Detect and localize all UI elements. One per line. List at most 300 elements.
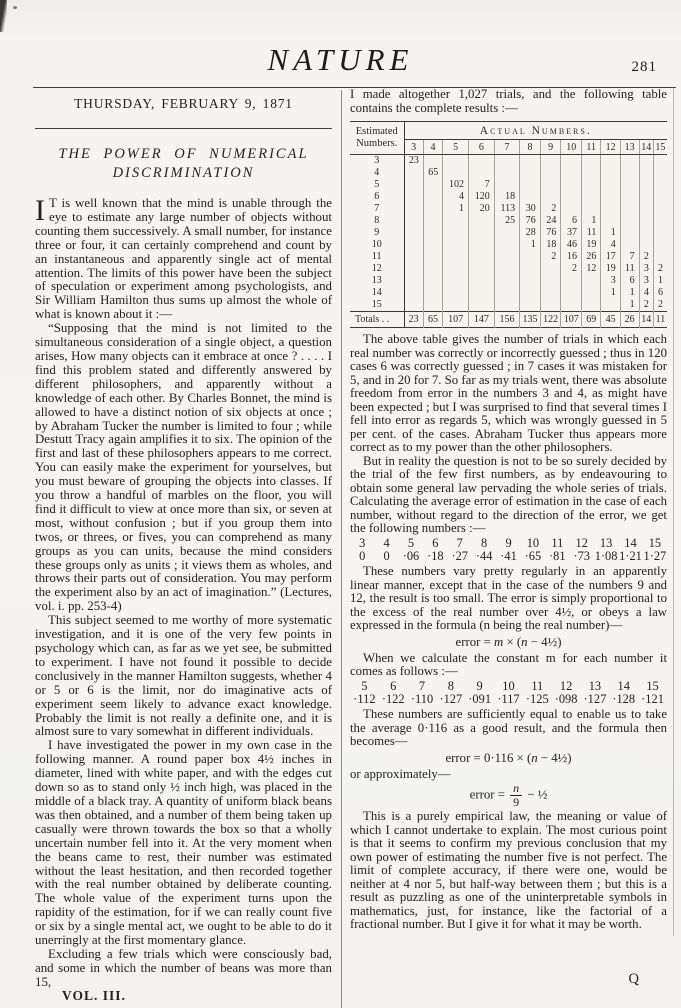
table-cell [404, 299, 423, 312]
strip-value: ·128 [612, 692, 636, 707]
strip-value: ·112 [353, 692, 376, 707]
paragraph: When we calculate the constant m for each number it comes as follows :— [350, 650, 667, 679]
table-cell [561, 167, 582, 179]
table-row [350, 203, 667, 215]
row-label: 8 [350, 215, 404, 227]
strip-header: 12 [559, 678, 573, 693]
table-cell [443, 239, 469, 251]
strip-header: 15 [648, 535, 662, 550]
value-column [638, 680, 667, 708]
table-cell [520, 191, 541, 203]
table-cell [639, 179, 653, 191]
table-cell: 2 [639, 251, 653, 263]
page-edge-line [673, 88, 674, 936]
table-cell: 1 [620, 299, 639, 312]
table-cell [653, 155, 667, 168]
table-cell [639, 155, 653, 168]
table-cell [639, 227, 653, 239]
actual-numbers-header: Actual Numbers. [404, 122, 667, 140]
column-header: 7 [494, 140, 519, 155]
table-cell [404, 263, 423, 275]
table-cell [494, 167, 519, 179]
strip-value: 1·08 [594, 549, 618, 564]
strip-header: 10 [502, 678, 515, 693]
paragraph-text: T is well known that the mind is unable through the eye to estimate any large number of objects without counting them successively. A small number, for instance three or four, it can certainly comprehend and count by an instantaneous and apparently single act of mental attention. The limits of this power have been the subject of speculation or experiment among psychologists, and Sir William Hamilton thus sums up almost the whole of what is known about it :— [35, 196, 332, 322]
value-column [581, 680, 610, 708]
table-cell [423, 203, 442, 215]
table-cell: 4 [639, 287, 653, 299]
table-cell [540, 191, 561, 203]
column-header: 11 [582, 140, 601, 155]
strip-value: ·091 [468, 692, 492, 707]
paragraph: I made altogether 1,027 trials, and the following table contains the complete results :— [350, 87, 667, 115]
table-cell: 2 [540, 203, 561, 215]
strip-header: 12 [575, 535, 588, 550]
table-cell [494, 299, 519, 312]
strip-header: 9 [505, 535, 512, 550]
strip-value: 1·21 [619, 549, 642, 564]
table-cell [494, 275, 519, 287]
scan-artifact [0, 0, 7, 32]
table-cell: 1 [443, 203, 469, 215]
table-cell: 3 [601, 275, 620, 287]
table-cell [561, 179, 582, 191]
column-header: 5 [443, 140, 469, 155]
total-cell: 11 [655, 314, 666, 325]
table-cell: 20 [468, 203, 494, 215]
strip-header: 6 [390, 678, 397, 693]
column-header: 15 [653, 140, 667, 155]
table-cell [653, 191, 667, 203]
table-cell: 30 [520, 203, 541, 215]
table-cell: 11 [582, 227, 601, 239]
table-cell [494, 251, 519, 263]
table-cell [620, 227, 639, 239]
strip-value: ·44 [475, 549, 493, 564]
table-header-row [350, 122, 667, 140]
total-cell: 122 [540, 312, 561, 328]
table-cell [561, 275, 582, 287]
row-label: 3 [350, 155, 404, 168]
article-title [35, 145, 332, 183]
table-cell [582, 275, 601, 287]
value-column [350, 537, 374, 565]
total-cell: 26 [620, 312, 639, 328]
table-cell [582, 299, 601, 312]
table-cell [468, 239, 494, 251]
table-cell [404, 191, 423, 203]
formula-part: − 4½) [527, 634, 562, 649]
table-cell: 16 [561, 251, 582, 263]
table-cell: 2 [540, 251, 561, 263]
total-cell: 23 [404, 312, 423, 328]
table-cell: 102 [443, 179, 469, 191]
value-column [552, 680, 581, 708]
table-cell [540, 155, 561, 168]
issue-date-line: THURSDAY, FEBRUARY 9, 1871 [74, 96, 293, 111]
table-cell [540, 287, 561, 299]
total-cell: 65 [423, 312, 442, 328]
value-column [379, 680, 408, 708]
table-cell [404, 227, 423, 239]
strip-header: 15 [646, 678, 659, 693]
strip-value: ·127 [583, 692, 607, 707]
table-cell [601, 215, 620, 227]
table-cell: 6 [620, 275, 639, 287]
table-cell [443, 227, 469, 239]
table-cell: 19 [601, 263, 620, 275]
strip-header: 8 [481, 535, 488, 550]
strip-header: 11 [531, 678, 544, 693]
table-cell [520, 263, 541, 275]
table-cell: 6 [561, 215, 582, 227]
strip-value: ·117 [497, 692, 520, 707]
table-cell [561, 191, 582, 203]
value-column [496, 537, 520, 565]
paragraph: “Supposing that the mind is not limited to the simultaneous consideration of a single object, a question arises, How many objects can it embrace at once ? . . . . I find this problem stated and differently answered by different philosophers, and apparently without a knowledge of each other. By Charles Bonnet, the mind is allowed to have a distinct notion of six objects at once ; by Abraham Tucker the number is limited to four ; while Destutt Tracy again amplifies it to six. The opinion of the first and last of these philosophers appears to me correct. You can easily make the experiment for yourselves, but you must beware of grouping the objects into classes. If you throw a handful of marbles on the floor, you will find it difficult to view at once more than six, or seven at most, without confusion ; but if you group them into twos, or threes, or fives, you can comprehend as many groups as you can units, because the mind considers these groups only as units ; it views them as wholes, and throws their parts out of consideration. You may perform the experiment also by an act of imagination.” (Lectures, vol. i. pp. 253-4) [35, 321, 332, 614]
strip-header: 4 [383, 535, 390, 550]
table-cell: 19 [582, 239, 601, 251]
table-cell [404, 203, 423, 215]
strip-header: 11 [551, 535, 564, 550]
table-cell: 120 [468, 191, 494, 203]
table-row [350, 155, 667, 168]
table-cell [561, 287, 582, 299]
table-cell: 1 [620, 287, 639, 299]
column-header: 10 [561, 140, 582, 155]
table-cell: 17 [601, 251, 620, 263]
table-cell [520, 275, 541, 287]
table-cell [582, 179, 601, 191]
table-cell [561, 155, 582, 168]
table-cell: 1 [520, 239, 541, 251]
table-cell: 2 [658, 263, 663, 274]
row-label: 14 [350, 287, 404, 299]
column-header: 12 [601, 140, 620, 155]
formula-error-avg [350, 751, 667, 766]
formula-part: m [494, 634, 504, 649]
value-column [472, 537, 496, 565]
table-cell [540, 179, 561, 191]
table-cell [443, 167, 469, 179]
table-cell: 3 [639, 275, 653, 287]
strip-value: ·125 [525, 692, 549, 707]
row-label: 5 [350, 179, 404, 191]
average-error-values [350, 537, 667, 565]
table-cell [639, 239, 653, 251]
table-cell: 65 [423, 167, 442, 179]
table-cell [404, 179, 423, 191]
total-cell: 14 [639, 312, 653, 328]
table-cell [468, 167, 494, 179]
table-cell: 7 [468, 179, 494, 191]
total-cell: 45 [601, 312, 620, 328]
table-cell: 76 [540, 227, 561, 239]
table-cell: 4 [601, 239, 620, 251]
value-column [545, 537, 569, 565]
formula-part: n [521, 634, 528, 649]
value-column [408, 680, 437, 708]
page-number: 281 [631, 59, 657, 75]
table-cell [443, 215, 469, 227]
formula-error-m [350, 635, 667, 650]
value-column [350, 680, 379, 708]
table-cell [423, 299, 442, 312]
section-rule [35, 128, 332, 129]
column-header: 3 [404, 140, 423, 155]
signature-mark: Q [628, 971, 639, 987]
table-cell: 18 [494, 191, 519, 203]
strip-header: 8 [447, 678, 454, 693]
table-cell [423, 179, 442, 191]
table-cell [620, 203, 639, 215]
table-cell [443, 251, 469, 263]
totals-row [350, 312, 667, 328]
table-cell: 113 [494, 203, 519, 215]
table-cell [468, 227, 494, 239]
table-cell [423, 215, 442, 227]
strip-value: ·06 [402, 549, 420, 564]
table-cell [404, 239, 423, 251]
row-label: 4 [350, 167, 404, 179]
table-cell: 23 [404, 155, 423, 168]
value-column [643, 537, 667, 565]
table-cell [639, 203, 653, 215]
table-row [350, 167, 667, 179]
formula-part: n [531, 750, 538, 765]
column-header: 13 [620, 140, 639, 155]
table-cell: 2 [561, 263, 582, 275]
drop-cap: I [35, 194, 45, 227]
table-cell: 24 [540, 215, 561, 227]
strip-header: 14 [617, 678, 630, 693]
table-cell [653, 239, 667, 251]
table-cell [423, 275, 442, 287]
scan-artifact [13, 6, 17, 9]
strip-header: 14 [624, 535, 637, 550]
volume-label: VOL. III. [62, 988, 126, 1003]
row-label: 6 [350, 191, 404, 203]
total-cell: 69 [582, 312, 601, 328]
paragraph [35, 194, 332, 322]
fraction [510, 783, 522, 808]
table-cell [443, 155, 469, 168]
table-cell: 3 [639, 263, 653, 275]
table-cell [520, 299, 541, 312]
table-cell [468, 287, 494, 299]
table-cell [582, 191, 601, 203]
table-cell [582, 167, 601, 179]
total-cell: 156 [494, 312, 519, 328]
table-cell: 1 [658, 275, 663, 286]
column-header: 8 [520, 140, 541, 155]
estimated-numbers-header: Estimated Numbers. [350, 122, 404, 155]
table-cell [653, 215, 667, 227]
constant-m-values [350, 680, 667, 708]
table-cell [653, 203, 667, 215]
paragraph: These numbers are sufficiently equal to enable us to take the average 0·116 as a good result, and the formula then becomes— [350, 707, 667, 749]
table-cell [520, 179, 541, 191]
column-header: 9 [540, 140, 561, 155]
row-label: 15 [350, 299, 404, 312]
strip-value: ·110 [410, 692, 434, 707]
fraction-numerator: n [510, 783, 522, 796]
table-cell [582, 287, 601, 299]
strip-header: 6 [432, 535, 439, 550]
strip-value: ·41 [500, 549, 517, 564]
value-column [399, 537, 423, 565]
column-header: 4 [423, 140, 442, 155]
table-cell: 46 [561, 239, 582, 251]
row-label: 10 [350, 239, 404, 251]
value-column [594, 537, 618, 565]
strip-header: 5 [361, 678, 368, 693]
strip-value: ·27 [451, 549, 469, 564]
table-cell [653, 227, 667, 239]
table-cell: 1 [601, 287, 620, 299]
value-column [436, 680, 465, 708]
strip-header: 13 [588, 678, 602, 693]
strip-header: 10 [526, 535, 540, 550]
table-row [350, 275, 667, 287]
value-column [374, 537, 398, 565]
table-cell [540, 263, 561, 275]
column-header: 6 [468, 140, 494, 155]
table-cell [620, 179, 639, 191]
table-cell [540, 299, 561, 312]
totals-label: Totals . . [350, 312, 404, 328]
paragraph: But in reality the question is not to be so surely decided by the trial of the few first numbers, as by endeavouring to obtain some general law pervading the whole series of trials. Calculating the average error of estimation in the case of each number, without regard to the direction of the error, we get the following numbers :— [350, 453, 667, 535]
table-cell [601, 203, 620, 215]
table-row [350, 215, 667, 227]
paragraph: or approximately— [350, 766, 451, 781]
table-cell [468, 251, 494, 263]
table-cell [520, 155, 541, 168]
table-cell [520, 287, 541, 299]
table-cell [601, 299, 620, 312]
table-cell [443, 287, 469, 299]
table-cell [494, 239, 519, 251]
table-cell [620, 215, 639, 227]
table-cell: 18 [540, 239, 561, 251]
table-cell [601, 191, 620, 203]
column-header: 14 [639, 140, 653, 155]
formula-part: error = 0·116 × ( [445, 750, 532, 765]
right-column [350, 88, 667, 932]
total-cell: 107 [561, 312, 582, 328]
table-cell [620, 239, 639, 251]
strip-header: 9 [476, 678, 483, 693]
results-table [350, 121, 667, 328]
table-cell [494, 227, 519, 239]
table-cell [443, 275, 469, 287]
article-title-line2: DISCRIMINATION [112, 165, 255, 181]
table-cell: 26 [582, 251, 601, 263]
formula-part: − ½ [524, 787, 548, 802]
value-column [523, 680, 552, 708]
table-row [350, 251, 667, 263]
table-cell: 2 [658, 299, 663, 310]
table-cell: 4 [443, 191, 469, 203]
table-cell [540, 167, 561, 179]
table-cell: 11 [620, 263, 639, 275]
strip-value: 0 [359, 549, 366, 564]
strip-value: 1·27 [643, 549, 667, 564]
table-cell [601, 179, 620, 191]
table-cell [468, 263, 494, 275]
table-cell [404, 251, 423, 263]
article-title-line1: THE POWER OF NUMERICAL [58, 146, 309, 162]
table-row [350, 287, 667, 299]
table-cell [423, 263, 442, 275]
table-cell [423, 251, 442, 263]
row-label: 13 [350, 275, 404, 287]
table-cell [468, 275, 494, 287]
table-cell [423, 227, 442, 239]
table-cell [601, 167, 620, 179]
table-cell [639, 215, 653, 227]
value-column [521, 537, 545, 565]
paragraph: The above table gives the number of trials in which each real number was correctly or incorrectly guessed ; thus in 120 cases 6 was correctly guessed ; in 7 cases it was mistaken for 5, and in 20 for 7. So far as my trials went, there was absolute freedom from error in the numbers 3 and 4, as might have been expected ; but I was surprised to find that several times I fell into error as regards 5, which was wrongly guessed in 5 per cent. of the cases. Abraham Tucker thus appears more correct as to my power than the other philosophers. [350, 332, 667, 454]
strip-value: ·122 [381, 692, 405, 707]
left-column [35, 96, 332, 990]
table-row [350, 179, 667, 191]
formula-part: × ( [503, 634, 522, 649]
column-divider [341, 90, 342, 1008]
table-cell [423, 191, 442, 203]
table-cell [601, 155, 620, 168]
paragraph: This subject seemed to me worthy of more systematic investigation, and it is one of the very few points in psychology which can, as far as we yet see, be submitted to experiment. I have not found it possible to decide conclusively in the manner Hamilton suggests, whether 4 or 5 or 6 is the limit, nor do imaginative acts of experiment seem likely to advance exact knowledge. Probably the limit is not really a definite one, and it is almost sure to vary somewhat in different individuals. [35, 613, 332, 739]
strip-header: 7 [456, 535, 463, 550]
table-cell [443, 263, 469, 275]
row-label: 7 [350, 203, 404, 215]
table-cell [653, 251, 667, 263]
table-cell [468, 155, 494, 168]
table-cell [561, 299, 582, 312]
table-row [350, 239, 667, 251]
table-row [350, 263, 667, 275]
strip-value: ·121 [641, 692, 664, 707]
strip-header: 3 [359, 535, 366, 550]
table-cell [561, 203, 582, 215]
table-cell: 28 [520, 227, 541, 239]
value-column [494, 680, 523, 708]
table-cell [404, 167, 423, 179]
table-cell: 1 [601, 227, 620, 239]
value-column [609, 680, 638, 708]
table-cell: 37 [561, 227, 582, 239]
value-column [448, 537, 472, 565]
table-cell [620, 155, 639, 168]
table-cell [468, 215, 494, 227]
total-cell: 147 [468, 312, 494, 328]
strip-value: 0 [383, 549, 390, 564]
value-column [570, 537, 594, 565]
value-column [423, 537, 447, 565]
formula-part: − 4½) [537, 750, 572, 765]
table-cell: 12 [582, 263, 601, 275]
table-cell: 76 [520, 215, 541, 227]
journal-masthead: NATURE [267, 42, 414, 77]
table-cell [468, 299, 494, 312]
table-cell [443, 299, 469, 312]
table-cell [404, 287, 423, 299]
table-row [350, 191, 667, 203]
table-cell [639, 167, 653, 179]
table-cell [423, 155, 442, 168]
row-label: 11 [350, 251, 404, 263]
strip-value: ·81 [549, 549, 566, 564]
